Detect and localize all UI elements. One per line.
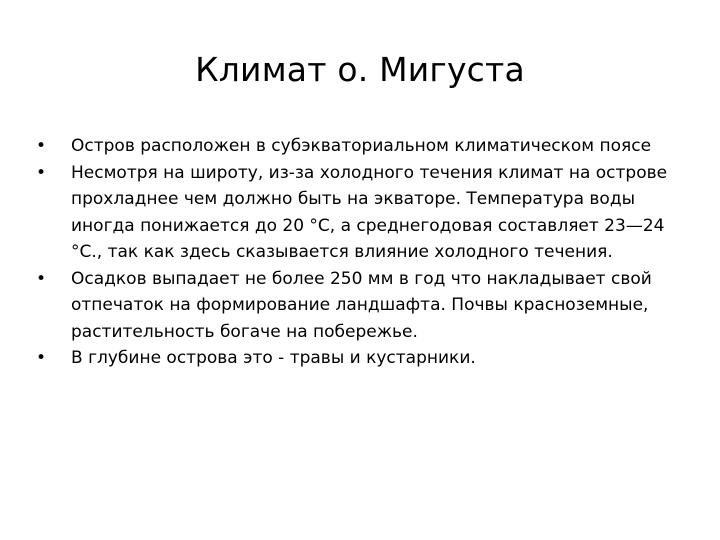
bullet-item-3: [36, 266, 686, 346]
bullet-item-2: [36, 160, 686, 266]
bullet-text-1: Остров расположен в субэкваториальном климатическом поясе: [71, 136, 652, 156]
bullet-dot-icon: •: [36, 136, 47, 156]
slide-title: Климат о. Мигуста: [195, 50, 525, 89]
bullet-dot-icon: •: [36, 162, 47, 183]
bullet-list: [36, 133, 686, 372]
bullet-text-4: В глубине острова это - травы и кустарники.: [71, 348, 476, 368]
bullet-dot-icon: •: [36, 268, 47, 289]
bullet-text-3: Осадков выпадает не более 250 мм в год что накладывает свой отпечаток на формирование ландшафта. Почвы красноземные, растительность богаче на побережье.: [71, 268, 652, 342]
bullet-text-2: Несмотря на широту, из-за холодного течения климат на острове прохладнее чем должно быть на экваторе. Температура воды иногда понижается до 20 °С, а среднегодовая составляет 23—24 °С., так как здесь сказывается влияние холодного течения.: [71, 162, 668, 262]
bullet-item-1: [36, 133, 686, 160]
bullet-dot-icon: •: [36, 348, 47, 368]
bullet-item-4: [36, 345, 686, 372]
